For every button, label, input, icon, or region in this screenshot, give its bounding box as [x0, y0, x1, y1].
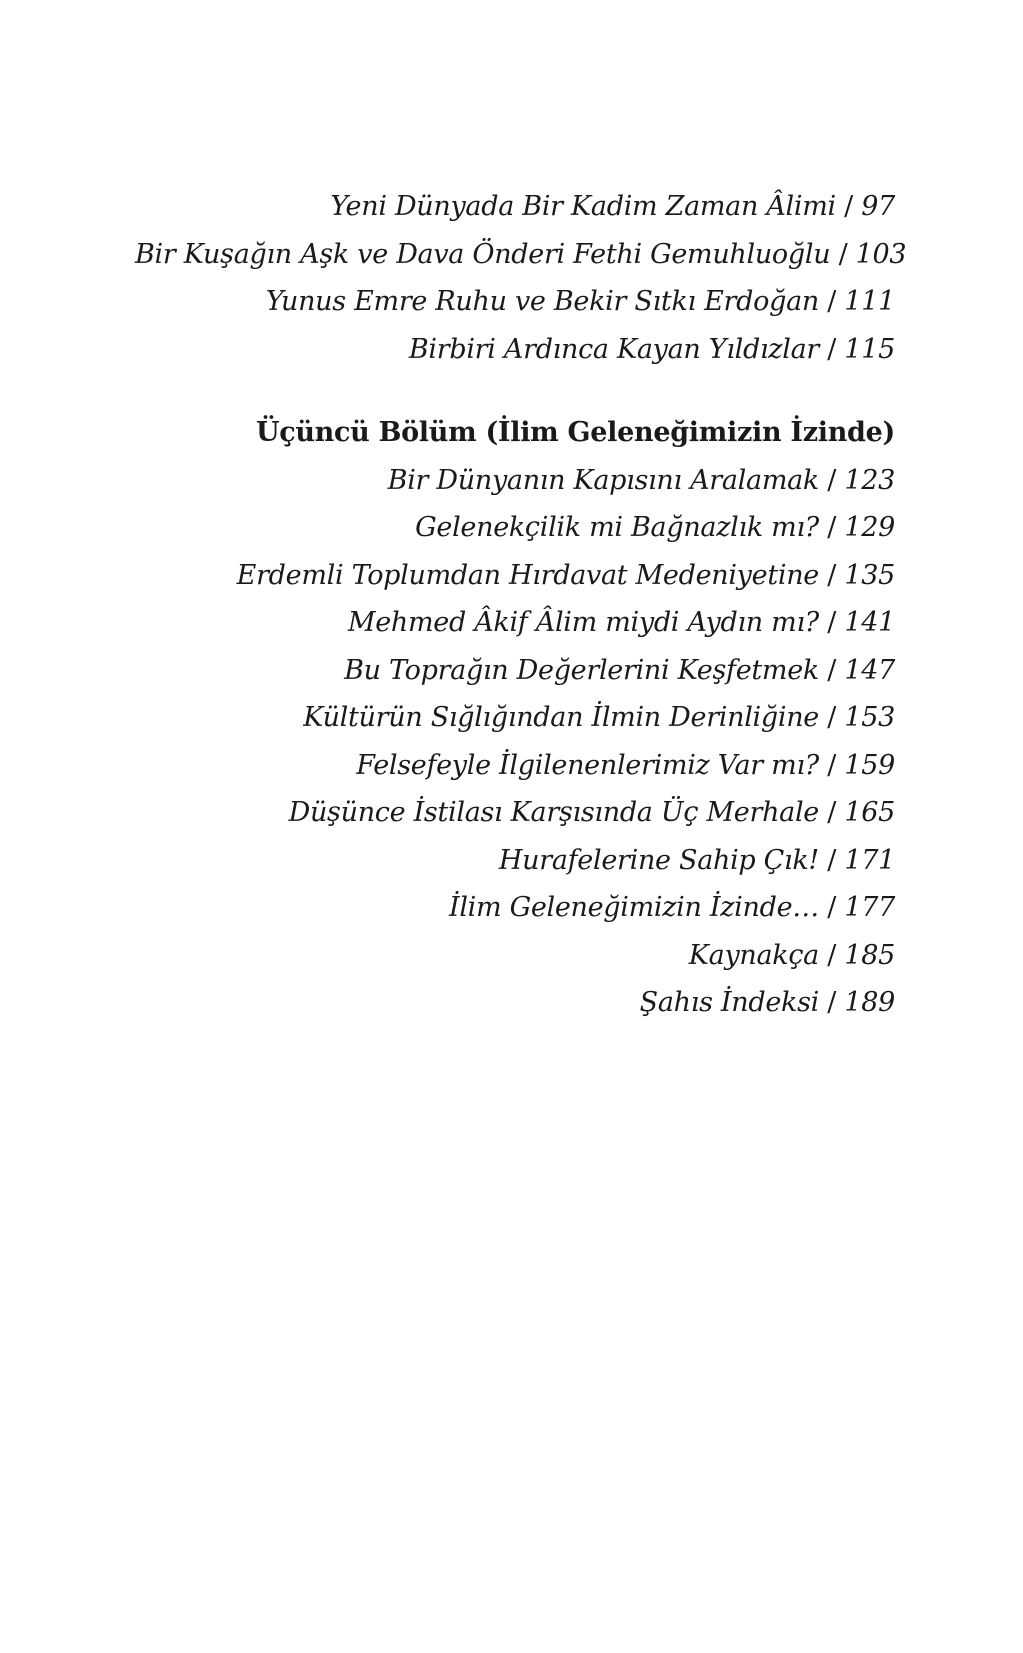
- toc-entry-separator: /: [818, 987, 845, 1018]
- section-heading: Üçüncü Bölüm (İlim Geleneğimizin İzinde): [255, 417, 895, 448]
- toc-entry: [135, 231, 907, 279]
- toc-entry-separator: /: [818, 654, 845, 686]
- toc-entry-page-number: 135: [844, 559, 895, 591]
- toc-entry-page-number: 177: [844, 892, 895, 923]
- toc-entry-title: Bir Dünyanın Kapısını Aralamak: [387, 464, 819, 496]
- toc-entry-title: Kaynakça: [688, 939, 819, 971]
- toc-entry-page-number: 103: [855, 238, 907, 270]
- toc-entry-separator: /: [818, 464, 845, 496]
- toc-entry-page-number: 165: [844, 797, 895, 828]
- toc-entry-separator: /: [818, 939, 845, 971]
- toc-entry-separator: /: [818, 512, 845, 543]
- toc-entry-page-number: 97: [861, 191, 895, 222]
- toc-group-2: [135, 457, 895, 1027]
- toc-entry-separator: /: [818, 607, 845, 638]
- toc-entry: [135, 278, 895, 326]
- toc-entry: [135, 457, 895, 505]
- toc-entry-separator: /: [818, 286, 845, 317]
- toc-entry: [135, 183, 895, 231]
- toc-entry: [135, 326, 895, 374]
- toc-entry: [135, 647, 895, 695]
- toc-entry: [135, 789, 895, 837]
- toc-entry-title: Gelenekçilik mi Bağnazlık mı?: [415, 512, 819, 543]
- toc-entry-title: Mehmed Âkif Âlim miydi Aydın mı?: [347, 607, 819, 638]
- toc-entry: [135, 837, 895, 885]
- toc-entry-title: Hurafelerine Sahip Çık!: [498, 844, 819, 876]
- toc-entry: [135, 504, 895, 552]
- toc-entry-page-number: 171: [844, 844, 895, 876]
- toc-entry-separator: /: [818, 749, 845, 781]
- toc-entry-page-number: 147: [844, 654, 895, 686]
- toc-entry-title: Birbiri Ardınca Kayan Yıldızlar: [408, 333, 819, 365]
- toc-entry: [135, 552, 895, 600]
- toc-entry-separator: /: [818, 892, 845, 923]
- toc-entry-separator: /: [818, 844, 845, 876]
- toc-entry-separator: /: [818, 559, 845, 591]
- toc-entry-separator: /: [818, 333, 845, 365]
- toc-entry-title: Bir Kuşağın Aşk ve Dava Önderi Fethi Gemuhluoğlu: [135, 238, 831, 270]
- toc-entry-page-number: 129: [844, 512, 895, 543]
- toc-entry: [135, 694, 895, 742]
- toc-entry-title: Düşünce İstilası Karşısında Üç Merhale: [288, 797, 819, 828]
- toc-entry-title: İlim Geleneğimizin İzinde…: [448, 892, 819, 923]
- toc-entry-page-number: 141: [844, 607, 895, 638]
- toc-entry-page-number: 185: [844, 939, 895, 971]
- toc-entry-page-number: 159: [844, 749, 895, 781]
- toc-entry-title: Felsefeyle İlgilenenlerimiz Var mı?: [356, 749, 819, 781]
- toc-entry-title: Yeni Dünyada Bir Kadim Zaman Âlimi: [330, 191, 836, 222]
- toc-entry: [135, 599, 895, 647]
- table-of-contents: [135, 183, 907, 1027]
- toc-entry-page-number: 123: [844, 464, 895, 496]
- toc-group-1: [135, 183, 907, 373]
- toc-entry-separator: /: [830, 238, 856, 270]
- toc-entry-title: Kültürün Sığlığından İlmin Derinliğine: [303, 702, 819, 733]
- toc-entry-title: Bu Toprağın Değerlerini Keşfetmek: [344, 654, 819, 686]
- toc-entry: [135, 742, 895, 790]
- toc-entry: [135, 932, 895, 980]
- toc-entry-title: Erdemli Toplumdan Hırdavat Medeniyetine: [236, 559, 819, 591]
- toc-entry-title: Şahıs İndeksi: [639, 987, 819, 1018]
- toc-entry-separator: /: [835, 191, 862, 222]
- toc-entry: [135, 979, 895, 1027]
- toc-entry-page-number: 111: [844, 286, 895, 317]
- toc-entry-separator: /: [818, 702, 845, 733]
- toc-entry-page-number: 189: [844, 987, 895, 1018]
- toc-entry-separator: /: [818, 797, 845, 828]
- toc-entry-page-number: 153: [844, 702, 895, 733]
- toc-entry-title: Yunus Emre Ruhu ve Bekir Sıtkı Erdoğan: [265, 286, 819, 317]
- toc-entry-page-number: 115: [844, 333, 895, 365]
- toc-entry: [135, 884, 895, 932]
